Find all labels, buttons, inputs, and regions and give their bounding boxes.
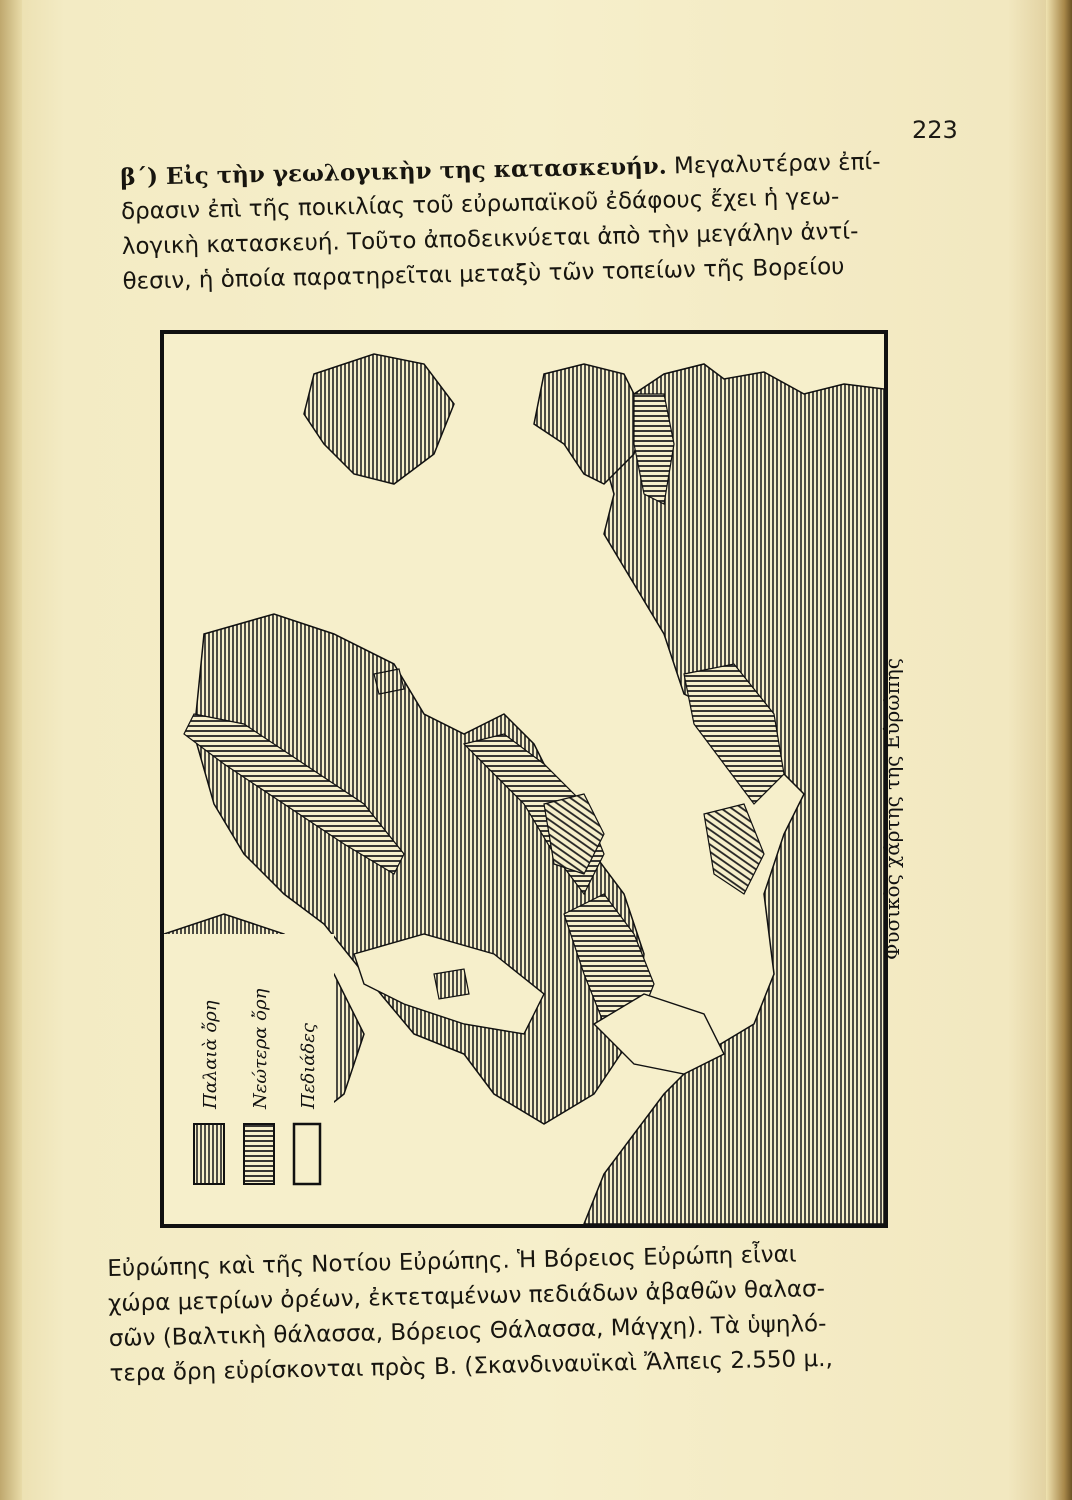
map-figure bbox=[160, 330, 888, 1228]
map-caption: Φυσικὸς χάρτης τῆς Εὐρώπης bbox=[880, 658, 904, 960]
page-gutter bbox=[0, 0, 22, 1500]
paragraph-line: δρασιν ἐπὶ τῆς ποικιλίας τοῦ εὐρωπαϊκοῦ ἐδάφους ἔχει ἡ γεω- bbox=[120, 183, 840, 225]
paragraph-line: σῶν (Βαλτικὴ θάλασσα, Βόρειος Θάλασσα, Μάγχη). Τὰ ὑψηλό- bbox=[108, 1310, 827, 1352]
paragraph-line: Εὐρώπης καὶ τῆς Νοτίου Εὐρώπης. Ἡ Βόρειος Εὐρώπη εἶναι bbox=[107, 1241, 797, 1282]
bottom-paragraph bbox=[107, 1235, 940, 1392]
paragraph-line: τερα ὄρη εὑρίσκονται πρὸς Β. (Σκανδιναυϊκαὶ Ἄλπεις 2.550 μ., bbox=[109, 1345, 834, 1387]
page-number: 223 bbox=[912, 116, 958, 144]
top-paragraph bbox=[120, 143, 953, 300]
physical-map-of-europe bbox=[164, 334, 884, 1224]
section-heading: β΄) Εἰς τὴν γεωλογικὴν της κατασκευήν. bbox=[120, 152, 667, 191]
legend-plains: Πεδιάδες bbox=[298, 1023, 319, 1109]
paragraph-line: χώρα μετρίων ὀρέων, ἐκτεταμένων πεδιάδων ἀβαθῶν θαλασ- bbox=[107, 1275, 826, 1317]
paragraph-line: λογικὴ κατασκευή. Τοῦτο ἀποδεικνύεται ἀπὸ τὴν μεγάλην ἀντί- bbox=[121, 218, 859, 260]
legend-old-mountains: Παλαιὰ ὄρη bbox=[200, 1000, 221, 1109]
line-text: Μεγαλυτέραν ἐπί- bbox=[666, 149, 881, 180]
paragraph-line: θεσιν, ἡ ὁποία παρατηρεῖται μεταξὺ τῶν τοπείων τῆς Βορείου bbox=[122, 253, 845, 295]
page-edge bbox=[1046, 0, 1072, 1500]
legend-new-mountains: Νεώτερα ὄρη bbox=[250, 988, 271, 1109]
